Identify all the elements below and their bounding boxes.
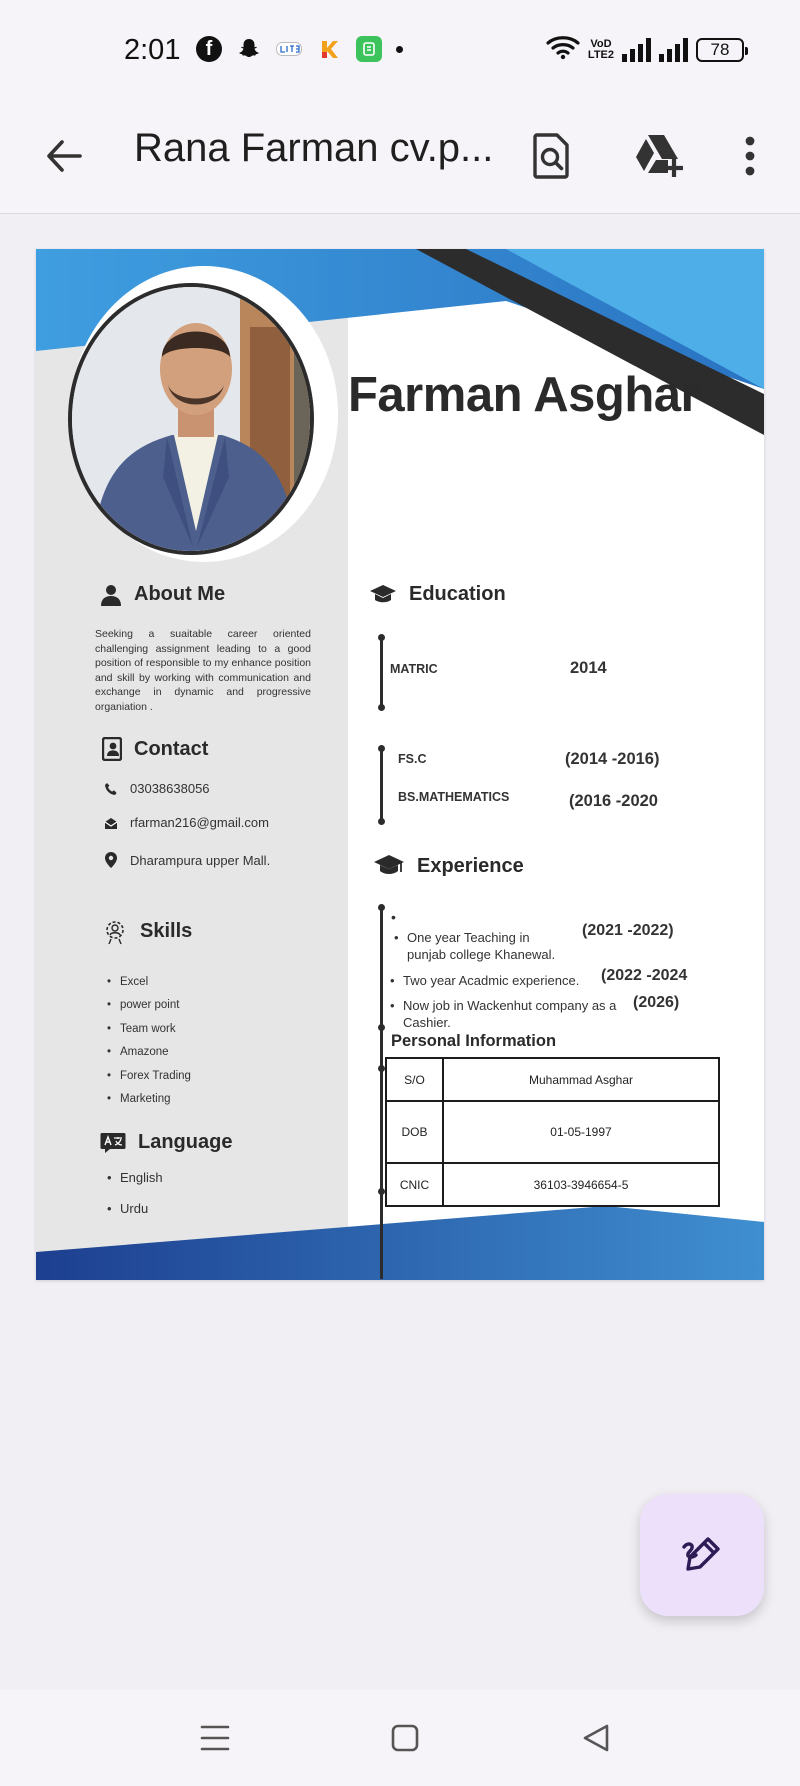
search-document-button[interactable]	[521, 124, 581, 188]
table-key: S/O	[386, 1058, 443, 1101]
experience-years: (2021 -2022)	[582, 922, 674, 939]
table-row	[386, 1101, 719, 1163]
education-label: FS.C	[398, 752, 427, 766]
about-text: Seeking a suaitable career oriented challenging assignment leading to a good position of responsible to my enhance position and skill by working with communication and exchange in dynamic and progressive organiation .	[95, 628, 311, 713]
contact-email-label: rfarman216@gmail.com	[130, 815, 269, 830]
contact-heading	[102, 737, 208, 761]
timeline-dot	[378, 904, 385, 911]
nav-back-button[interactable]	[572, 1714, 620, 1762]
personal-info-heading: Personal Information	[391, 1032, 557, 1050]
timeline-dot	[378, 704, 385, 711]
language-list	[106, 1169, 163, 1223]
back-button[interactable]	[38, 130, 90, 182]
more-options-button[interactable]	[722, 124, 778, 188]
contact-address	[104, 851, 270, 869]
language-item: • English	[106, 1169, 163, 1200]
about-heading-label: About Me	[134, 583, 226, 605]
table-value: 01-05-1997	[443, 1101, 719, 1163]
experience-years: (2022 -2024	[601, 967, 688, 984]
more-vert-icon	[744, 136, 756, 176]
back-triangle-icon	[581, 1723, 611, 1753]
arrow-left-icon	[44, 136, 84, 176]
lite-app-icon	[276, 36, 302, 62]
skill-item: • Forex Trading	[106, 1067, 191, 1090]
graduation-cap-icon-2	[373, 854, 405, 878]
skills-list	[106, 973, 191, 1113]
person-icon	[100, 584, 122, 606]
green-app-icon	[356, 36, 382, 62]
signal-icon	[622, 38, 651, 62]
search-document-icon	[531, 132, 571, 180]
timeline-dot	[378, 1188, 385, 1195]
timeline-dot	[378, 745, 385, 752]
skill-item: • Excel	[106, 973, 191, 996]
battery-icon: 78	[696, 38, 744, 62]
education-label: BS.MATHEMATICS	[398, 790, 510, 804]
experience-empty-bullet: •	[391, 909, 396, 925]
gear-person-icon	[102, 917, 128, 945]
education-label: MATRIC	[390, 662, 438, 676]
status-bar	[0, 0, 800, 104]
drive-add-icon	[634, 133, 686, 179]
home-square-icon	[390, 1723, 420, 1753]
experience-years: (2026)	[633, 994, 680, 1011]
experience-item-text: Now job in Wackenhut company as a Cashier.	[403, 998, 617, 1030]
document-title: Rana Farman cv.p...	[134, 126, 494, 170]
skills-heading-label: Skills	[140, 919, 193, 942]
experience-item-text: Two year Acadmic experience.	[403, 973, 580, 988]
status-time: 2:01	[124, 34, 181, 66]
table-row	[386, 1058, 719, 1101]
phone-icon	[104, 782, 118, 796]
experience-item: • Two year Acadmic experience.	[390, 973, 580, 988]
language-heading	[100, 1131, 232, 1154]
skill-item: • power point	[106, 996, 191, 1019]
contact-email	[104, 815, 269, 830]
profile-photo	[68, 283, 314, 555]
experience-heading	[373, 854, 524, 878]
education-years: (2014 -2016)	[565, 750, 660, 768]
facebook-icon: f	[196, 36, 222, 62]
system-status-icons	[546, 34, 744, 65]
experience-item-text: One year Teaching in punjab college Khanewal.	[407, 930, 556, 962]
nav-home-button[interactable]	[381, 1714, 429, 1762]
edit-pen-icon	[678, 1531, 726, 1579]
timeline-dot	[378, 818, 385, 825]
about-heading	[100, 583, 225, 606]
personal-info-table	[385, 1057, 720, 1207]
table-key: CNIC	[386, 1163, 443, 1206]
education-timeline-2	[380, 748, 383, 823]
table-value: 36103-3946654-5	[443, 1163, 719, 1206]
signal-icon-2	[659, 38, 688, 62]
contact-phone-label: 03038638056	[130, 781, 210, 796]
volte-bottom: LTE2	[587, 48, 614, 61]
contact-heading-label: Contact	[134, 737, 209, 760]
timeline-dot	[378, 634, 385, 641]
experience-timeline	[380, 907, 383, 1279]
language-heading-label: Language	[138, 1131, 233, 1153]
education-years: 2014	[570, 659, 607, 677]
experience-heading-label: Experience	[417, 854, 524, 877]
education-years: (2016 -2020	[569, 792, 658, 810]
mail-open-icon	[104, 816, 118, 830]
notification-icons	[196, 36, 403, 62]
timeline-dot	[378, 1065, 385, 1072]
location-pin-icon	[104, 851, 118, 869]
menu-icon	[200, 1724, 230, 1752]
volte-label	[588, 39, 614, 61]
table-row	[386, 1163, 719, 1206]
resume-page[interactable]	[36, 249, 764, 1280]
language-item: • Urdu	[106, 1200, 163, 1223]
education-heading	[369, 583, 506, 606]
education-heading-label: Education	[409, 583, 506, 605]
contact-address-label: Dharampura upper Mall.	[130, 852, 271, 868]
contact-book-icon	[102, 737, 122, 761]
skill-item: • Marketing	[106, 1090, 191, 1113]
nav-menu-button[interactable]	[191, 1714, 239, 1762]
dot-icon	[396, 46, 403, 53]
annotate-fab[interactable]	[640, 1494, 764, 1616]
app-bar	[0, 104, 800, 214]
skill-item: • Amazone	[106, 1043, 191, 1066]
experience-item: • One year Teaching in punjab college Khanewal.	[394, 930, 556, 962]
table-key: DOB	[386, 1101, 443, 1163]
resume-name: Farman Asghar	[348, 368, 700, 422]
experience-item: • Now job in Wackenhut company as a Cashier.	[390, 998, 617, 1030]
volte-top: VoD	[590, 37, 612, 50]
table-value: Muhammad Asghar	[443, 1058, 719, 1101]
system-nav-bar	[0, 1690, 800, 1786]
skills-heading	[102, 917, 192, 945]
skill-item: • Team work	[106, 1020, 191, 1043]
graduation-cap-icon	[369, 584, 397, 606]
translate-icon	[100, 1132, 126, 1154]
education-timeline-1	[380, 637, 383, 709]
snapchat-icon	[236, 36, 262, 62]
k-app-icon	[316, 36, 342, 62]
save-to-drive-button[interactable]	[628, 124, 692, 188]
wifi-icon	[546, 34, 580, 65]
contact-phone	[104, 781, 210, 796]
timeline-dot	[378, 1024, 385, 1031]
